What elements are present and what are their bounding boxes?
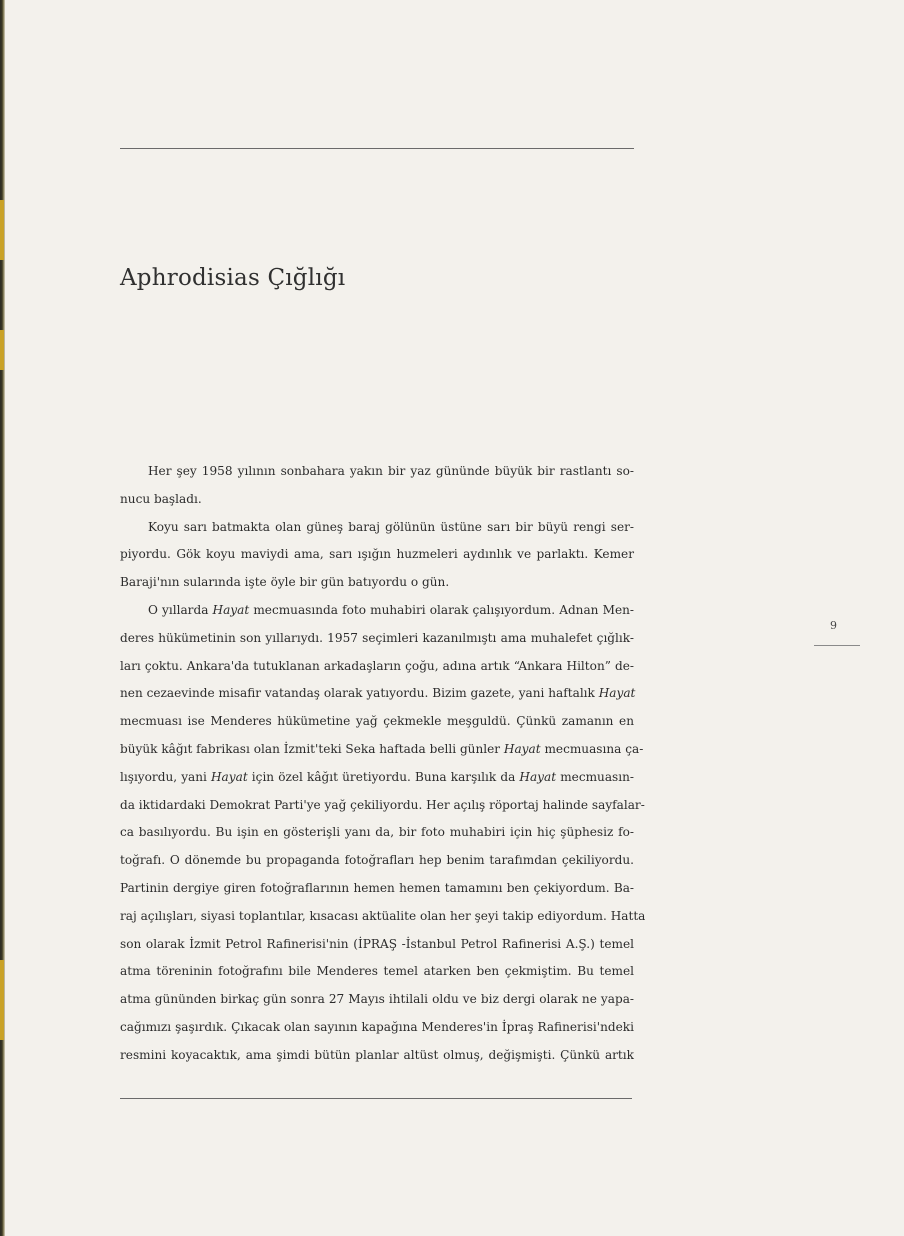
magazine-name: Hayat	[503, 741, 541, 756]
binding-color-spot	[0, 200, 4, 260]
text-line: ca basılıyordu. Bu işin en gösterişli yanı da, bir foto muhabiri için hiç şüphesiz fo-	[120, 825, 634, 840]
text-line: Koyu sarı batmakta olan güneş baraj gölünün üstüne sarı bir büyü rengi ser-	[148, 519, 634, 534]
text-line: O yıllarda Hayat mecmuasında foto muhabiri olarak çalışıyordum. Adnan Men-	[148, 602, 635, 617]
text-line: Partinin dergiye giren fotoğraflarının hemen hemen tamamını ben çekiyordum. Ba-	[120, 880, 634, 895]
text-line: mecmuası ise Menderes hükümetine yağ çekmekle meşguldü. Çünkü zamanın en	[120, 714, 634, 729]
page-number-rule	[814, 645, 860, 646]
magazine-name: Hayat	[519, 769, 557, 784]
text-line: atma töreninin fotoğrafını bile Menderes temel atarken ben çekmiştim. Bu temel	[120, 964, 634, 979]
text-line: piyordu. Gök koyu maviydi ama, sarı ışığın huzmeleri aydınlık ve parlaktı. Kemer	[120, 547, 634, 562]
body-text	[120, 458, 646, 1070]
binding-color-spot	[0, 330, 4, 370]
binding-color-spot	[0, 960, 4, 1040]
text-line: da iktidardaki Demokrat Parti'ye yağ çekiliyordu. Her açılış röportaj halinde sayfalar-	[120, 797, 645, 812]
bottom-divider-rule	[120, 1098, 632, 1099]
text-line: Baraji'nın sularında işte öyle bir gün batıyordu o gün.	[120, 575, 450, 590]
text-line: atma gününden birkaç gün sonra 27 Mayıs ihtilali oldu ve biz dergi olarak ne yapa-	[120, 992, 634, 1007]
magazine-name: Hayat	[598, 686, 636, 701]
page-number: 9	[830, 619, 837, 632]
text-line: deres hükümetinin son yıllarıydı. 1957 seçimleri kazanılmıştı ama muhalefet çığlık-	[120, 630, 634, 645]
text-line: nucu başladı.	[120, 491, 202, 506]
text-line: cağımızı şaşırdık. Çıkacak olan sayının kapağına Menderes'in İpraş Rafinerisi'ndeki	[120, 1019, 634, 1034]
text-line: toğrafı. O dönemde bu propaganda fotoğrafları hep benim tarafımdan çekiliyordu.	[120, 853, 634, 868]
text-line: son olarak İzmit Petrol Rafinerisi'nin (İPRAŞ -İstanbul Petrol Rafinerisi A.Ş.) temel	[120, 936, 634, 951]
page-binding-edge	[0, 0, 5, 1236]
text-line: nen cezaevinde misafir vatandaş olarak yatıyordu. Bizim gazete, yani haftalık Hayat	[120, 686, 636, 701]
text-line: resmini koyacaktık, ama şimdi bütün planlar altüst olmuş, değişmişti. Çünkü artık	[120, 1047, 634, 1062]
text-line: raj açılışları, siyasi toplantılar, kısacası aktüalite olan her şeyi takip ediyordum. Hatta	[120, 908, 646, 923]
text-line: lışıyordu, yani Hayat için özel kâğıt üretiyordu. Buna karşılık da Hayat mecmuasın-	[120, 769, 635, 784]
chapter-title: Aphrodisias Çığlığı	[120, 265, 346, 291]
magazine-name: Hayat	[212, 602, 250, 617]
text-line: ları çoktu. Ankara'da tutuklanan arkadaşların çoğu, adına artık “Ankara Hilton” de-	[120, 658, 634, 673]
top-divider-rule	[120, 148, 634, 149]
text-line: büyük kâğıt fabrikası olan İzmit'teki Seka haftada belli günler Hayat mecmuasına ça-	[120, 741, 644, 756]
text-line: Her şey 1958 yılının sonbahara yakın bir yaz gününde büyük bir rastlantı so-	[148, 464, 634, 478]
magazine-name: Hayat	[211, 769, 248, 784]
